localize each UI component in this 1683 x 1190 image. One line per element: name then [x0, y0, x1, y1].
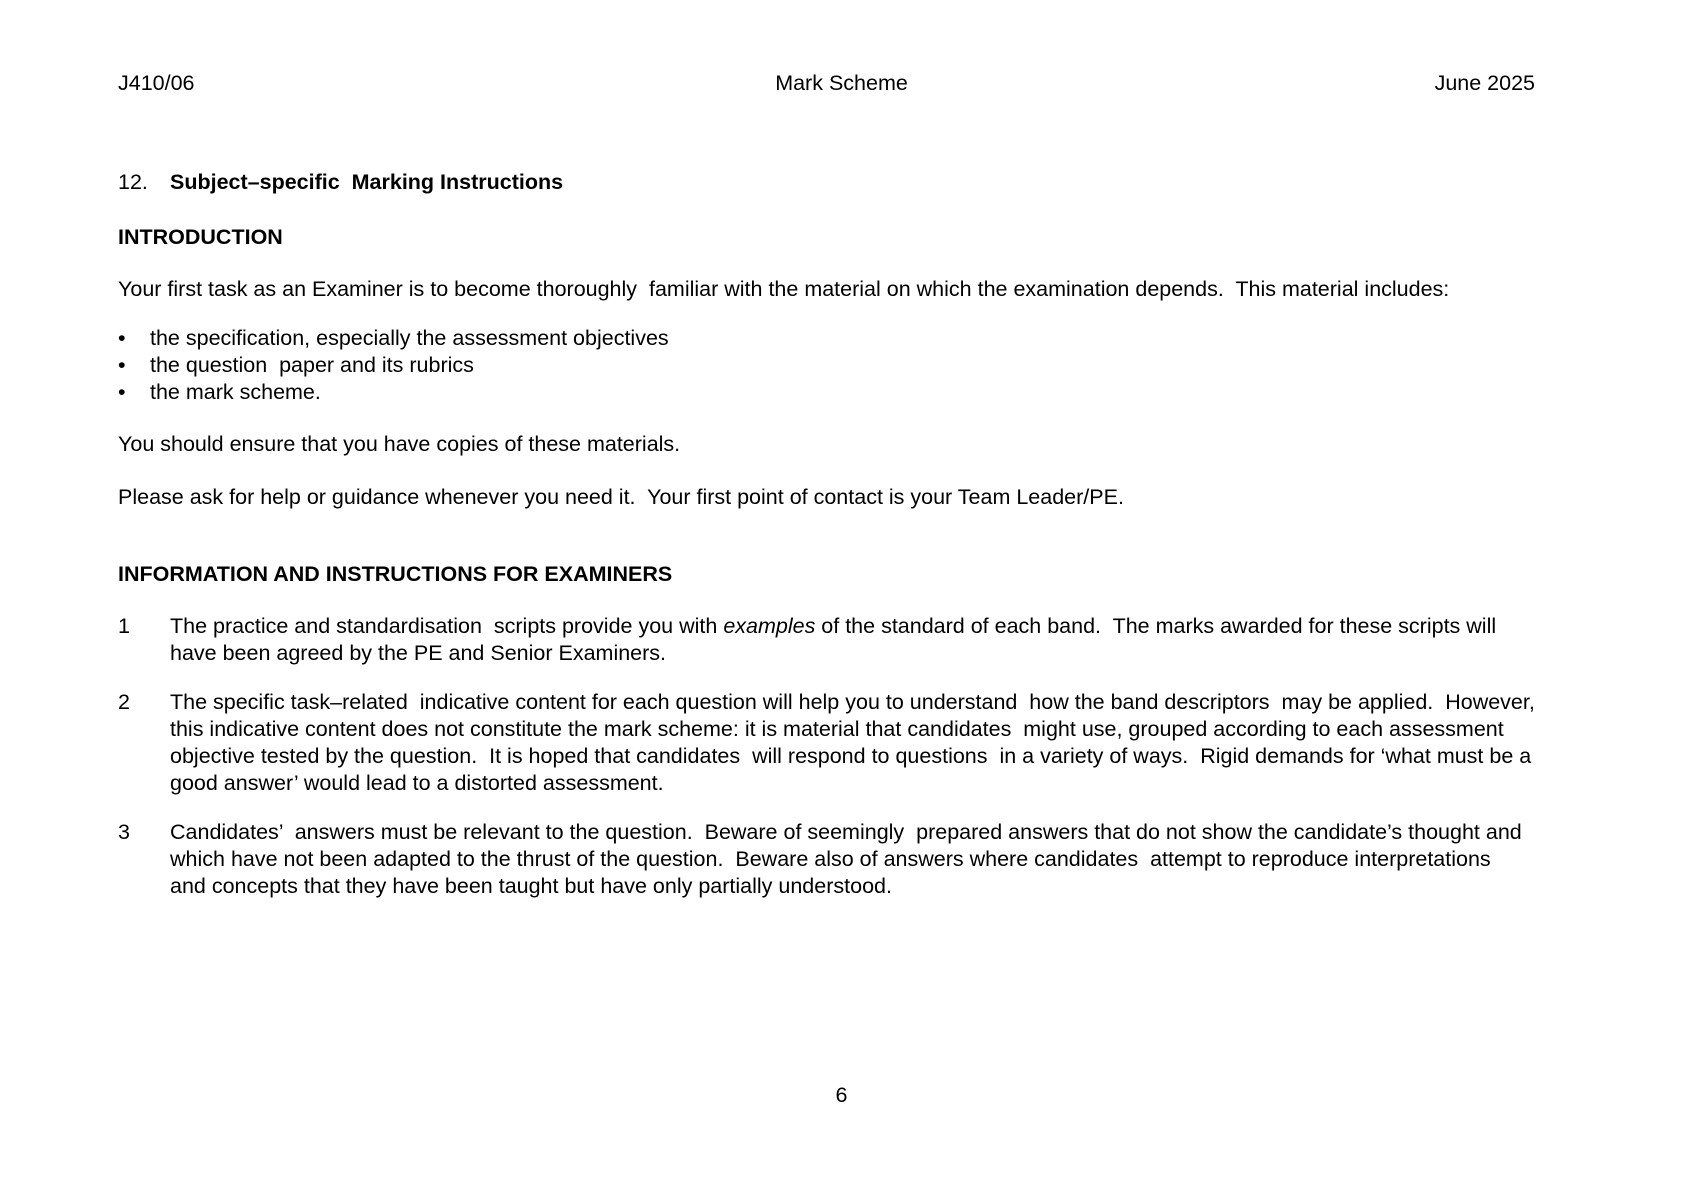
- list-item: [118, 325, 1535, 352]
- item-number: 1: [118, 614, 130, 638]
- section-number: 12.: [118, 170, 148, 194]
- item-text: Candidates’ answers must be relevant to the question. Beware of seemingly prepared answers that do not show the candidate’s thought and which have not been adapted to the thrust of the question. Beware also of answers where candidates attempt to reproduce interpretations and concepts that they have been taught but have only partially understood.: [170, 820, 1528, 898]
- bullet-icon: •: [118, 326, 126, 350]
- list-item: [118, 379, 1535, 406]
- item-number: 2: [118, 690, 130, 714]
- numbered-item-3: [118, 819, 1535, 900]
- section-title: Subject–specific Marking Instructions: [170, 170, 564, 194]
- numbered-item-2: [118, 689, 1541, 797]
- page-header: [118, 70, 1535, 97]
- item-text-segment: of the standard of each band. The marks awarded for these scripts will have been agreed by the PE and Senior Examiners.: [170, 614, 1503, 665]
- header-title: Mark Scheme: [775, 71, 908, 95]
- page-number: 6: [835, 1083, 848, 1107]
- introduction-paragraph-1: Your first task as an Examiner is to become thoroughly familiar with the material on which the examination depends. This material includes:: [118, 277, 1450, 301]
- materials-bullet-list: [118, 325, 1535, 406]
- bullet-icon: •: [118, 380, 126, 404]
- introduction-paragraph-2: You should ensure that you have copies of these materials.: [118, 432, 681, 456]
- item-text-italic: examples: [723, 614, 816, 638]
- header-date: June 2025: [1434, 71, 1535, 95]
- item-number: 3: [118, 820, 130, 844]
- bullet-text-specification: the specification, especially the assessment objectives: [150, 326, 669, 350]
- introduction-heading: INTRODUCTION: [118, 225, 283, 249]
- item-text: The specific task–related indicative content for each question will help you to understand how the band descriptors may be applied. However, this indicative content does not constitute the mark scheme: it is material that candidates might use, grouped according to each assessment objective tested by the question. It is hoped that candidates will respond to questions in a variety of ways. Rigid demands for ‘what must be a good answer’ would lead to a distorted assessment.: [170, 690, 1541, 795]
- section-title-row: [118, 169, 1535, 196]
- item-text: [170, 613, 1535, 667]
- item-text-segment: The practice and standardisation scripts provide you with: [170, 614, 724, 638]
- examiner-info-heading: INFORMATION AND INSTRUCTIONS FOR EXAMINERS: [118, 562, 673, 586]
- bullet-icon: •: [118, 353, 126, 377]
- introduction-paragraph-3: Please ask for help or guidance whenever you need it. Your first point of contact is your Team Leader/PE.: [118, 485, 1124, 509]
- bullet-text-question-paper: the question paper and its rubrics: [150, 353, 474, 377]
- header-document-code: J410/06: [118, 71, 195, 95]
- bullet-text-mark-scheme: the mark scheme.: [150, 380, 321, 404]
- numbered-item-1: [118, 613, 1535, 667]
- list-item: [118, 352, 1535, 379]
